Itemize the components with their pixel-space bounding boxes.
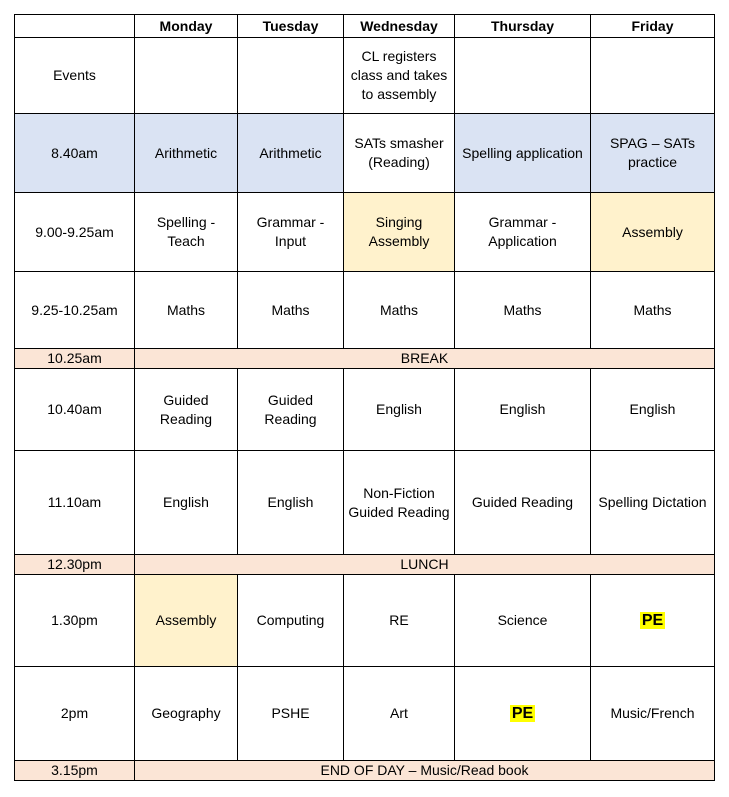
row-130pm	[15, 575, 715, 667]
cell-900am-tuesday: Grammar - Input	[238, 193, 344, 272]
cell-130pm-tuesday: Computing	[238, 575, 344, 667]
cell-events-friday	[591, 38, 715, 114]
time-2pm: 2pm	[15, 667, 135, 761]
cell-1040am-thursday: English	[455, 369, 591, 451]
row-end-of-day	[15, 761, 715, 781]
cell-130pm-friday	[591, 575, 715, 667]
cell-840am-wednesday: SATs smasher (Reading)	[344, 114, 455, 193]
pe-highlight: PE	[641, 612, 664, 629]
cell-2pm-tuesday: PSHE	[238, 667, 344, 761]
cell-1040am-tuesday: Guided Reading	[238, 369, 344, 451]
cell-925am-thursday: Maths	[455, 272, 591, 349]
row-2pm	[15, 667, 715, 761]
time-lunch: 12.30pm	[15, 555, 135, 575]
cell-900am-friday: Assembly	[591, 193, 715, 272]
cell-1110am-thursday: Guided Reading	[455, 451, 591, 555]
time-925am: 9.25-10.25am	[15, 272, 135, 349]
header-tuesday: Tuesday	[238, 15, 344, 38]
time-events: Events	[15, 38, 135, 114]
cell-1040am-friday: English	[591, 369, 715, 451]
cell-events-tuesday	[238, 38, 344, 114]
cell-events-thursday	[455, 38, 591, 114]
header-monday: Monday	[135, 15, 238, 38]
cell-1040am-wednesday: English	[344, 369, 455, 451]
time-900am: 9.00-9.25am	[15, 193, 135, 272]
header-thursday: Thursday	[455, 15, 591, 38]
cell-1110am-friday: Spelling Dictation	[591, 451, 715, 555]
cell-840am-tuesday: Arithmetic	[238, 114, 344, 193]
cell-840am-thursday: Spelling application	[455, 114, 591, 193]
time-end-of-day: 3.15pm	[15, 761, 135, 781]
header-wednesday: Wednesday	[344, 15, 455, 38]
cell-1110am-monday: English	[135, 451, 238, 555]
cell-925am-wednesday: Maths	[344, 272, 455, 349]
time-1040am: 10.40am	[15, 369, 135, 451]
header-corner	[15, 15, 135, 38]
pe-highlight: PE	[511, 705, 534, 722]
cell-130pm-wednesday: RE	[344, 575, 455, 667]
cell-925am-monday: Maths	[135, 272, 238, 349]
cell-840am-monday: Arithmetic	[135, 114, 238, 193]
row-lunch	[15, 555, 715, 575]
end-of-day-label: END OF DAY – Music/Read book	[135, 761, 715, 781]
cell-2pm-thursday	[455, 667, 591, 761]
cell-900am-wednesday: Singing Assembly	[344, 193, 455, 272]
lunch-label: LUNCH	[135, 555, 715, 575]
row-1110am	[15, 451, 715, 555]
cell-1110am-tuesday: English	[238, 451, 344, 555]
header-friday: Friday	[591, 15, 715, 38]
time-1110am: 11.10am	[15, 451, 135, 555]
cell-events-monday	[135, 38, 238, 114]
header-row	[15, 15, 715, 38]
row-840am	[15, 114, 715, 193]
row-events	[15, 38, 715, 114]
cell-900am-monday: Spelling - Teach	[135, 193, 238, 272]
cell-2pm-wednesday: Art	[344, 667, 455, 761]
cell-2pm-monday: Geography	[135, 667, 238, 761]
row-925am	[15, 272, 715, 349]
cell-925am-tuesday: Maths	[238, 272, 344, 349]
cell-1110am-wednesday: Non-Fiction Guided Reading	[344, 451, 455, 555]
cell-1040am-monday: Guided Reading	[135, 369, 238, 451]
timetable	[14, 14, 715, 781]
row-900am	[15, 193, 715, 272]
row-break	[15, 349, 715, 369]
break-label: BREAK	[135, 349, 715, 369]
cell-2pm-friday: Music/French	[591, 667, 715, 761]
time-840am: 8.40am	[15, 114, 135, 193]
time-break: 10.25am	[15, 349, 135, 369]
cell-130pm-monday: Assembly	[135, 575, 238, 667]
cell-925am-friday: Maths	[591, 272, 715, 349]
cell-840am-friday: SPAG – SATs practice	[591, 114, 715, 193]
cell-130pm-thursday: Science	[455, 575, 591, 667]
cell-900am-thursday: Grammar - Application	[455, 193, 591, 272]
row-1040am	[15, 369, 715, 451]
time-130pm: 1.30pm	[15, 575, 135, 667]
cell-events-wednesday: CL registers class and takes to assembly	[344, 38, 455, 114]
